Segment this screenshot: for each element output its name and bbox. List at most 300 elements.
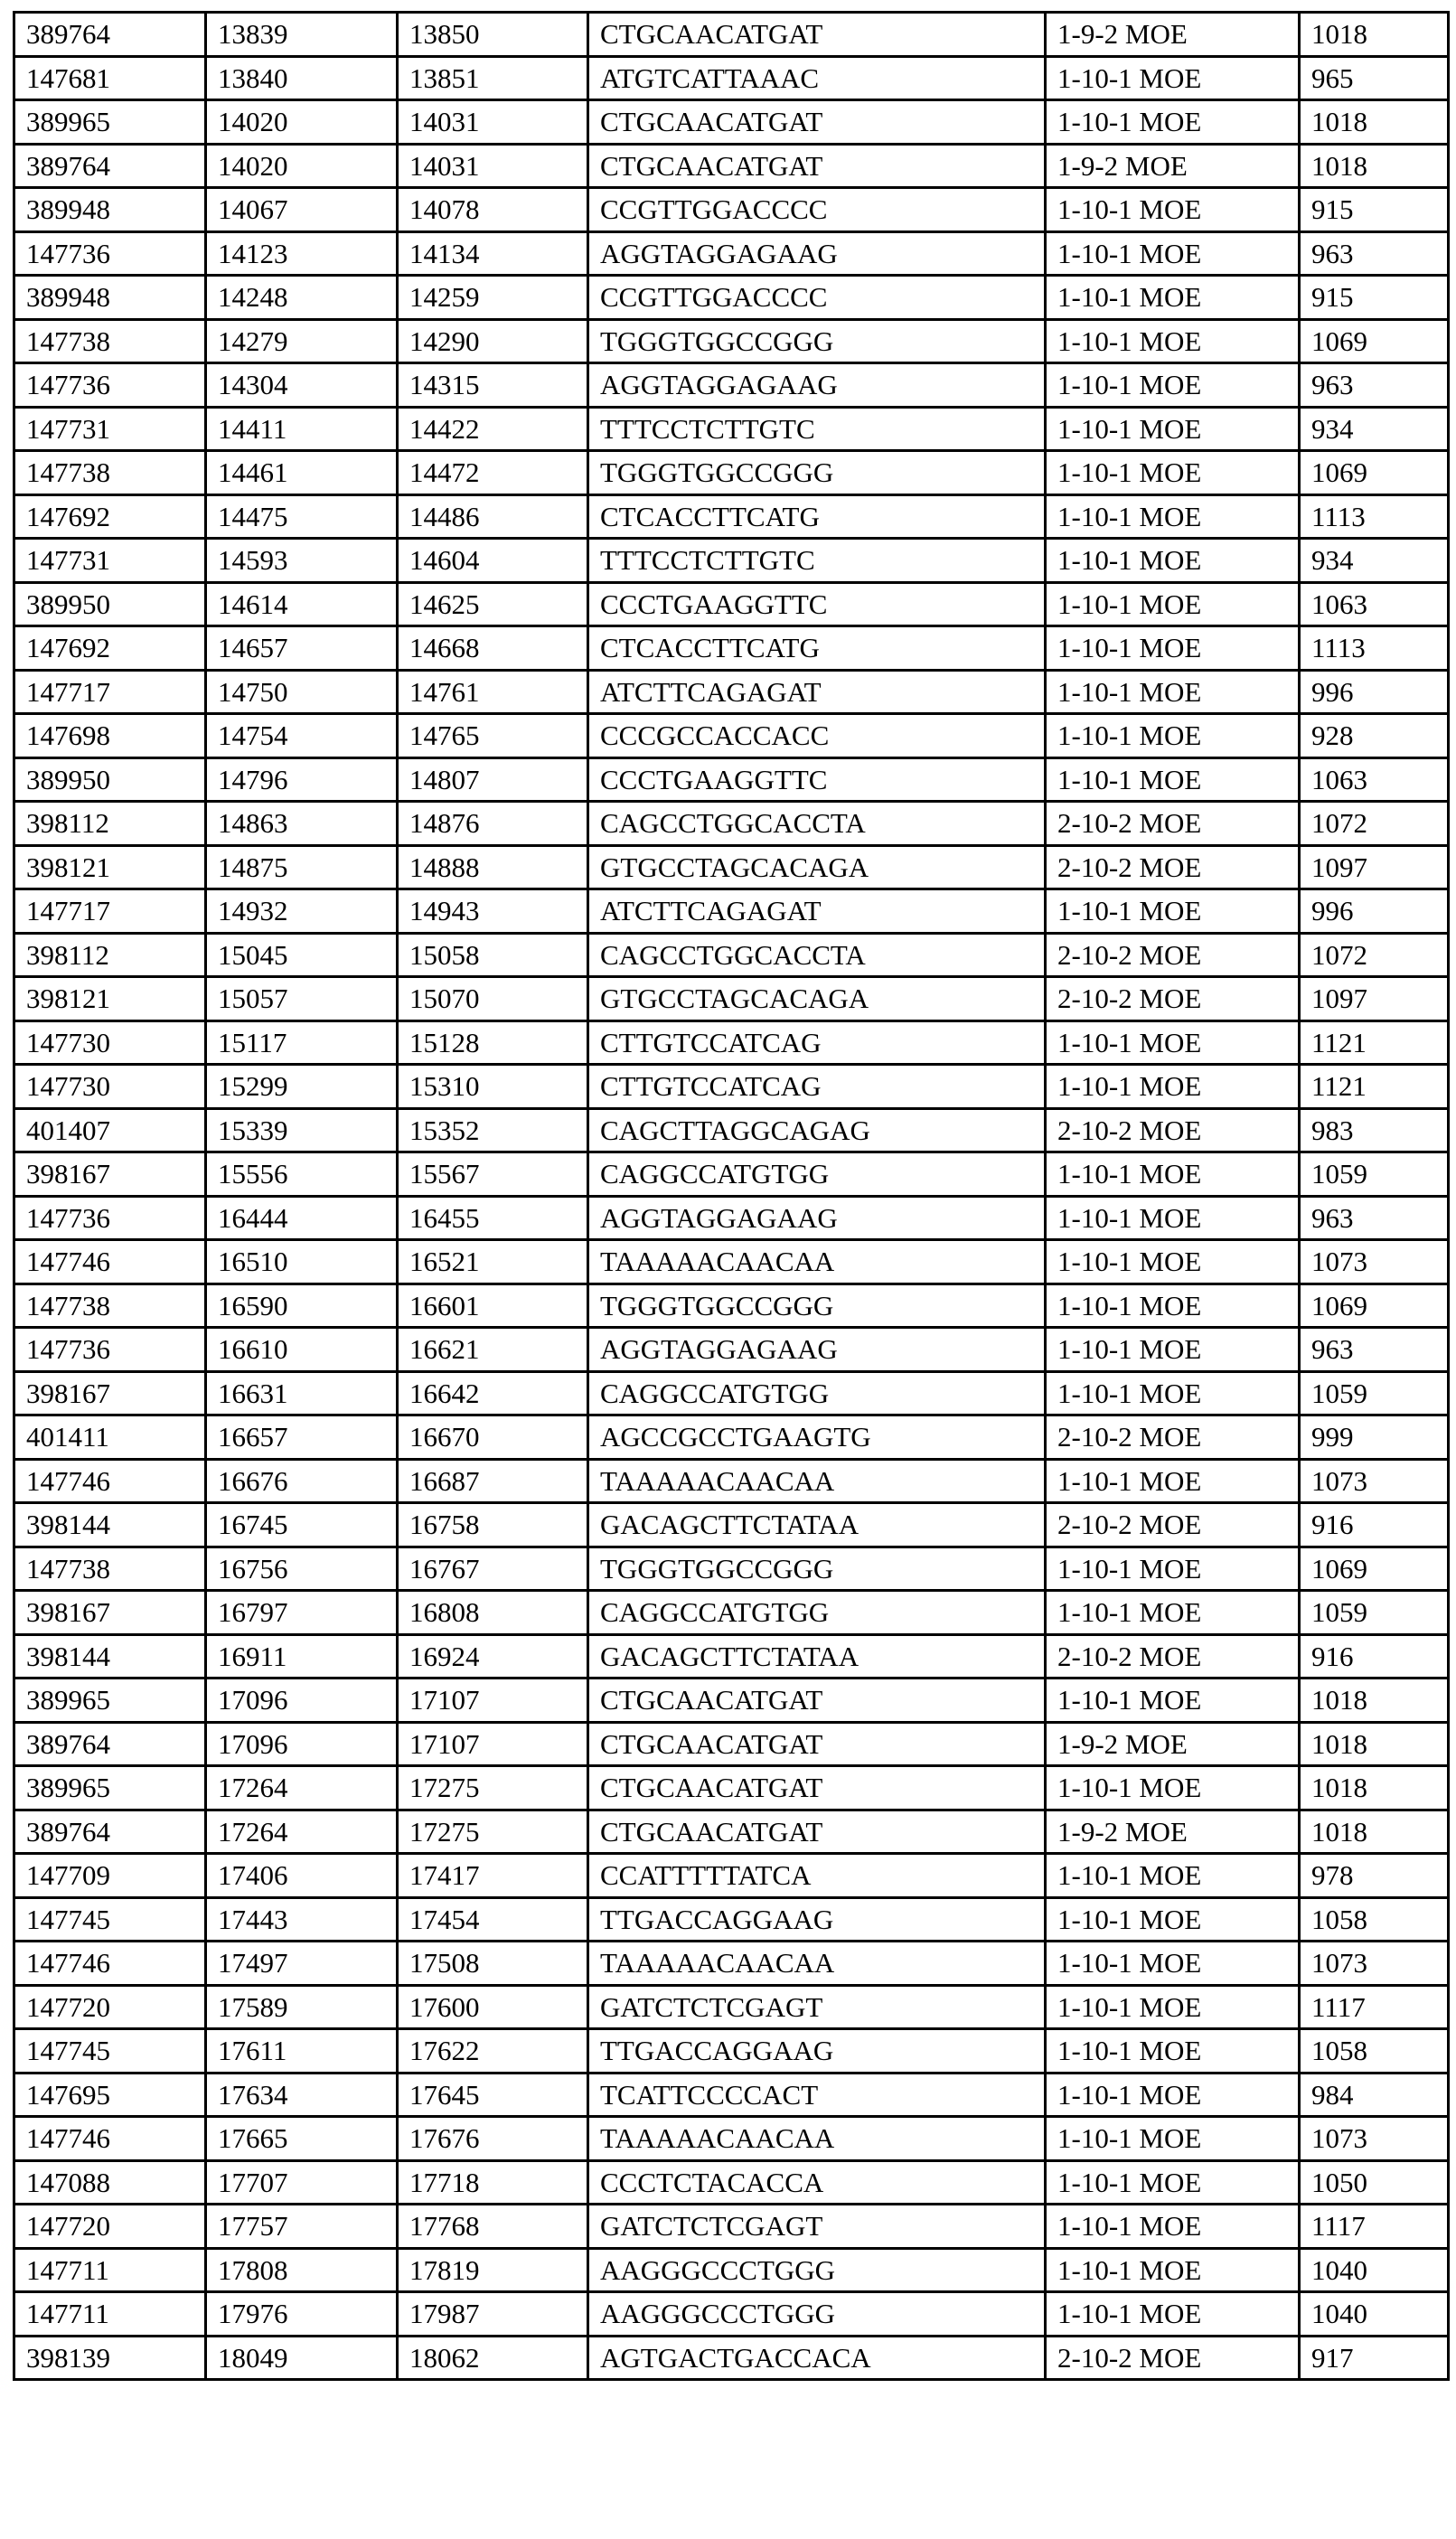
- seq-id-cell: 1040: [1300, 2248, 1449, 2292]
- motif-cell: 2-10-2 MOE: [1046, 933, 1300, 977]
- motif-cell: 2-10-2 MOE: [1046, 1108, 1300, 1152]
- seq-id-cell: 915: [1300, 276, 1449, 320]
- isis-number-cell: 147738: [14, 319, 206, 363]
- seq-id-cell: 1072: [1300, 933, 1449, 977]
- stop-site-cell: 14807: [398, 757, 588, 802]
- sequence-cell: CAGCCTGGCACCTA: [588, 802, 1046, 846]
- seq-id-cell: 963: [1300, 1196, 1449, 1240]
- motif-cell: 1-10-1 MOE: [1046, 1942, 1300, 1986]
- motif-cell: 1-10-1 MOE: [1046, 407, 1300, 451]
- sequence-cell: CAGGCCATGTGG: [588, 1591, 1046, 1635]
- seq-id-cell: 1069: [1300, 451, 1449, 495]
- start-site-cell: 15117: [206, 1020, 398, 1065]
- isis-number-cell: 147088: [14, 2160, 206, 2205]
- isis-number-cell: 389764: [14, 1722, 206, 1766]
- isis-number-cell: 147731: [14, 539, 206, 583]
- table-row: [14, 1634, 1449, 1679]
- sequence-cell: CCATTTTTATCA: [588, 1854, 1046, 1898]
- sequence-cell: TGGGTGGCCGGG: [588, 451, 1046, 495]
- stop-site-cell: 14943: [398, 889, 588, 934]
- motif-cell: 1-10-1 MOE: [1046, 1371, 1300, 1415]
- sequence-cell: CTTGTCCATCAG: [588, 1020, 1046, 1065]
- start-site-cell: 14461: [206, 451, 398, 495]
- motif-cell: 1-10-1 MOE: [1046, 319, 1300, 363]
- table-row: [14, 714, 1449, 758]
- stop-site-cell: 15310: [398, 1065, 588, 1109]
- motif-cell: 1-10-1 MOE: [1046, 1152, 1300, 1197]
- start-site-cell: 17665: [206, 2117, 398, 2161]
- table-row: [14, 1810, 1449, 1854]
- start-site-cell: 14614: [206, 582, 398, 626]
- table-row: [14, 1854, 1449, 1898]
- isis-number-cell: 147746: [14, 2117, 206, 2161]
- table-row: [14, 626, 1449, 671]
- table-row: [14, 2205, 1449, 2249]
- start-site-cell: 14863: [206, 802, 398, 846]
- table-row: [14, 1897, 1449, 1942]
- isis-number-cell: 147692: [14, 494, 206, 539]
- sequence-cell: TAAAAACAACAA: [588, 1942, 1046, 1986]
- start-site-cell: 13839: [206, 13, 398, 57]
- table-row: [14, 1415, 1449, 1460]
- table-row: [14, 889, 1449, 934]
- isis-number-cell: 389950: [14, 757, 206, 802]
- sequence-cell: AGGTAGGAGAAG: [588, 1196, 1046, 1240]
- isis-number-cell: 389965: [14, 1766, 206, 1810]
- sequence-cell: CTGCAACATGAT: [588, 1766, 1046, 1810]
- start-site-cell: 17589: [206, 1985, 398, 2029]
- isis-number-cell: 398167: [14, 1371, 206, 1415]
- start-site-cell: 14123: [206, 231, 398, 276]
- isis-number-cell: 147709: [14, 1854, 206, 1898]
- sequence-cell: CAGGCCATGTGG: [588, 1152, 1046, 1197]
- table-row: [14, 2073, 1449, 2117]
- seq-id-cell: 1018: [1300, 1679, 1449, 1723]
- seq-id-cell: 996: [1300, 889, 1449, 934]
- table-row: [14, 494, 1449, 539]
- start-site-cell: 17707: [206, 2160, 398, 2205]
- isis-number-cell: 398144: [14, 1503, 206, 1547]
- motif-cell: 1-10-1 MOE: [1046, 889, 1300, 934]
- table-row: [14, 13, 1449, 57]
- motif-cell: 1-10-1 MOE: [1046, 1679, 1300, 1723]
- motif-cell: 1-10-1 MOE: [1046, 363, 1300, 408]
- stop-site-cell: 16767: [398, 1547, 588, 1591]
- start-site-cell: 16756: [206, 1547, 398, 1591]
- sequence-cell: CAGGCCATGTGG: [588, 1371, 1046, 1415]
- table-row: [14, 1152, 1449, 1197]
- stop-site-cell: 14876: [398, 802, 588, 846]
- sequence-cell: GACAGCTTCTATAA: [588, 1634, 1046, 1679]
- seq-id-cell: 1072: [1300, 802, 1449, 846]
- isis-number-cell: 398121: [14, 845, 206, 889]
- seq-id-cell: 1050: [1300, 2160, 1449, 2205]
- stop-site-cell: 17622: [398, 2029, 588, 2074]
- start-site-cell: 16444: [206, 1196, 398, 1240]
- seq-id-cell: 965: [1300, 56, 1449, 100]
- sequence-cell: CCGTTGGACCCC: [588, 276, 1046, 320]
- isis-number-cell: 401407: [14, 1108, 206, 1152]
- stop-site-cell: 16670: [398, 1415, 588, 1460]
- motif-cell: 1-10-1 MOE: [1046, 1020, 1300, 1065]
- motif-cell: 1-9-2 MOE: [1046, 1722, 1300, 1766]
- table-row: [14, 1459, 1449, 1503]
- start-site-cell: 17264: [206, 1766, 398, 1810]
- table-row: [14, 2292, 1449, 2337]
- sequence-cell: TTTCCTCTTGTC: [588, 539, 1046, 583]
- isis-number-cell: 147698: [14, 714, 206, 758]
- table-row: [14, 363, 1449, 408]
- seq-id-cell: 916: [1300, 1503, 1449, 1547]
- isis-number-cell: 147745: [14, 1897, 206, 1942]
- stop-site-cell: 14486: [398, 494, 588, 539]
- stop-site-cell: 15058: [398, 933, 588, 977]
- sequence-cell: CCGTTGGACCCC: [588, 188, 1046, 232]
- start-site-cell: 17096: [206, 1722, 398, 1766]
- sequence-cell: CTCACCTTCATG: [588, 494, 1046, 539]
- isis-number-cell: 147738: [14, 1284, 206, 1328]
- isis-number-cell: 398167: [14, 1591, 206, 1635]
- isis-number-cell: 147717: [14, 670, 206, 714]
- table-row: [14, 276, 1449, 320]
- stop-site-cell: 17454: [398, 1897, 588, 1942]
- stop-site-cell: 14031: [398, 144, 588, 188]
- table-row: [14, 1985, 1449, 2029]
- sequence-cell: TAAAAACAACAA: [588, 2117, 1046, 2161]
- motif-cell: 1-10-1 MOE: [1046, 2205, 1300, 2249]
- stop-site-cell: 14078: [398, 188, 588, 232]
- table-row: [14, 2029, 1449, 2074]
- motif-cell: 1-10-1 MOE: [1046, 494, 1300, 539]
- seq-id-cell: 1063: [1300, 582, 1449, 626]
- start-site-cell: 17443: [206, 1897, 398, 1942]
- isis-number-cell: 147720: [14, 1985, 206, 2029]
- start-site-cell: 17976: [206, 2292, 398, 2337]
- motif-cell: 1-10-1 MOE: [1046, 1459, 1300, 1503]
- motif-cell: 1-10-1 MOE: [1046, 2160, 1300, 2205]
- seq-id-cell: 1058: [1300, 2029, 1449, 2074]
- isis-number-cell: 389764: [14, 13, 206, 57]
- sequence-table: [13, 11, 1450, 2381]
- seq-id-cell: 1059: [1300, 1152, 1449, 1197]
- seq-id-cell: 1073: [1300, 1240, 1449, 1284]
- start-site-cell: 17611: [206, 2029, 398, 2074]
- stop-site-cell: 18062: [398, 2336, 588, 2380]
- seq-id-cell: 1018: [1300, 1722, 1449, 1766]
- stop-site-cell: 17508: [398, 1942, 588, 1986]
- sequence-cell: TGGGTGGCCGGG: [588, 319, 1046, 363]
- motif-cell: 2-10-2 MOE: [1046, 1415, 1300, 1460]
- isis-number-cell: 147736: [14, 1196, 206, 1240]
- sequence-cell: CCCTGAAGGTTC: [588, 582, 1046, 626]
- sequence-cell: TTTCCTCTTGTC: [588, 407, 1046, 451]
- seq-id-cell: 963: [1300, 363, 1449, 408]
- sequence-cell: CTCACCTTCATG: [588, 626, 1046, 671]
- seq-id-cell: 1113: [1300, 494, 1449, 539]
- sequence-cell: CCCGCCACCACC: [588, 714, 1046, 758]
- stop-site-cell: 14259: [398, 276, 588, 320]
- isis-number-cell: 147717: [14, 889, 206, 934]
- isis-number-cell: 389948: [14, 276, 206, 320]
- isis-number-cell: 147730: [14, 1020, 206, 1065]
- motif-cell: 1-10-1 MOE: [1046, 2292, 1300, 2337]
- isis-number-cell: 147736: [14, 1328, 206, 1372]
- start-site-cell: 14754: [206, 714, 398, 758]
- motif-cell: 1-10-1 MOE: [1046, 2029, 1300, 2074]
- start-site-cell: 14248: [206, 276, 398, 320]
- stop-site-cell: 14472: [398, 451, 588, 495]
- start-site-cell: 17757: [206, 2205, 398, 2249]
- start-site-cell: 15045: [206, 933, 398, 977]
- motif-cell: 2-10-2 MOE: [1046, 977, 1300, 1021]
- table-row: [14, 100, 1449, 145]
- seq-id-cell: 1113: [1300, 626, 1449, 671]
- table-row: [14, 2336, 1449, 2380]
- stop-site-cell: 16455: [398, 1196, 588, 1240]
- stop-site-cell: 15352: [398, 1108, 588, 1152]
- sequence-cell: TTGACCAGGAAG: [588, 1897, 1046, 1942]
- table-row: [14, 1020, 1449, 1065]
- sequence-cell: CTGCAACATGAT: [588, 1810, 1046, 1854]
- table-row: [14, 2160, 1449, 2205]
- start-site-cell: 14657: [206, 626, 398, 671]
- isis-number-cell: 147681: [14, 56, 206, 100]
- stop-site-cell: 16758: [398, 1503, 588, 1547]
- stop-site-cell: 17676: [398, 2117, 588, 2161]
- sequence-cell: CTGCAACATGAT: [588, 144, 1046, 188]
- start-site-cell: 14750: [206, 670, 398, 714]
- sequence-cell: GATCTCTCGAGT: [588, 2205, 1046, 2249]
- seq-id-cell: 915: [1300, 188, 1449, 232]
- isis-number-cell: 147746: [14, 1459, 206, 1503]
- start-site-cell: 14796: [206, 757, 398, 802]
- sequence-cell: CAGCTTAGGCAGAG: [588, 1108, 1046, 1152]
- motif-cell: 2-10-2 MOE: [1046, 2336, 1300, 2380]
- seq-id-cell: 999: [1300, 1415, 1449, 1460]
- stop-site-cell: 16808: [398, 1591, 588, 1635]
- start-site-cell: 14279: [206, 319, 398, 363]
- motif-cell: 1-10-1 MOE: [1046, 1196, 1300, 1240]
- start-site-cell: 16590: [206, 1284, 398, 1328]
- start-site-cell: 16510: [206, 1240, 398, 1284]
- table-row: [14, 802, 1449, 846]
- sequence-cell: CTGCAACATGAT: [588, 1722, 1046, 1766]
- isis-number-cell: 389950: [14, 582, 206, 626]
- isis-number-cell: 147738: [14, 1547, 206, 1591]
- isis-number-cell: 401411: [14, 1415, 206, 1460]
- stop-site-cell: 16687: [398, 1459, 588, 1503]
- motif-cell: 1-10-1 MOE: [1046, 757, 1300, 802]
- stop-site-cell: 15567: [398, 1152, 588, 1197]
- sequence-cell: CAGCCTGGCACCTA: [588, 933, 1046, 977]
- isis-number-cell: 147695: [14, 2073, 206, 2117]
- sequence-cell: ATCTTCAGAGAT: [588, 889, 1046, 934]
- sequence-cell: CCCTGAAGGTTC: [588, 757, 1046, 802]
- stop-site-cell: 14888: [398, 845, 588, 889]
- motif-cell: 1-10-1 MOE: [1046, 2073, 1300, 2117]
- start-site-cell: 16911: [206, 1634, 398, 1679]
- seq-id-cell: 1069: [1300, 319, 1449, 363]
- table-row: [14, 977, 1449, 1021]
- seq-id-cell: 917: [1300, 2336, 1449, 2380]
- table-row: [14, 1108, 1449, 1152]
- seq-id-cell: 1018: [1300, 13, 1449, 57]
- isis-number-cell: 147745: [14, 2029, 206, 2074]
- table-row: [14, 1328, 1449, 1372]
- seq-id-cell: 1121: [1300, 1065, 1449, 1109]
- isis-number-cell: 147711: [14, 2292, 206, 2337]
- stop-site-cell: 14761: [398, 670, 588, 714]
- stop-site-cell: 17987: [398, 2292, 588, 2337]
- start-site-cell: 17096: [206, 1679, 398, 1723]
- start-site-cell: 17264: [206, 1810, 398, 1854]
- stop-site-cell: 13851: [398, 56, 588, 100]
- motif-cell: 1-10-1 MOE: [1046, 1897, 1300, 1942]
- isis-number-cell: 398112: [14, 933, 206, 977]
- table-row: [14, 539, 1449, 583]
- table-row: [14, 319, 1449, 363]
- seq-id-cell: 916: [1300, 1634, 1449, 1679]
- isis-number-cell: 147746: [14, 1240, 206, 1284]
- seq-id-cell: 996: [1300, 670, 1449, 714]
- isis-number-cell: 389948: [14, 188, 206, 232]
- sequence-cell: CTTGTCCATCAG: [588, 1065, 1046, 1109]
- motif-cell: 1-10-1 MOE: [1046, 714, 1300, 758]
- start-site-cell: 14020: [206, 144, 398, 188]
- isis-number-cell: 398139: [14, 2336, 206, 2380]
- isis-number-cell: 389764: [14, 144, 206, 188]
- seq-id-cell: 984: [1300, 2073, 1449, 2117]
- start-site-cell: 17808: [206, 2248, 398, 2292]
- stop-site-cell: 16521: [398, 1240, 588, 1284]
- seq-id-cell: 934: [1300, 539, 1449, 583]
- table-row: [14, 582, 1449, 626]
- isis-number-cell: 147736: [14, 363, 206, 408]
- table-row: [14, 56, 1449, 100]
- start-site-cell: 15339: [206, 1108, 398, 1152]
- motif-cell: 1-10-1 MOE: [1046, 100, 1300, 145]
- table-row: [14, 451, 1449, 495]
- table-row: [14, 1547, 1449, 1591]
- table-row: [14, 845, 1449, 889]
- stop-site-cell: 17600: [398, 1985, 588, 2029]
- motif-cell: 2-10-2 MOE: [1046, 802, 1300, 846]
- start-site-cell: 15556: [206, 1152, 398, 1197]
- stop-site-cell: 16642: [398, 1371, 588, 1415]
- isis-number-cell: 389965: [14, 1679, 206, 1723]
- seq-id-cell: 963: [1300, 231, 1449, 276]
- start-site-cell: 15057: [206, 977, 398, 1021]
- seq-id-cell: 1117: [1300, 2205, 1449, 2249]
- stop-site-cell: 14134: [398, 231, 588, 276]
- start-site-cell: 14593: [206, 539, 398, 583]
- sequence-cell: GATCTCTCGAGT: [588, 1985, 1046, 2029]
- motif-cell: 1-10-1 MOE: [1046, 1985, 1300, 2029]
- motif-cell: 1-10-1 MOE: [1046, 1284, 1300, 1328]
- sequence-cell: AAGGGCCCTGGG: [588, 2292, 1046, 2337]
- table-row: [14, 231, 1449, 276]
- sequence-cell: AGGTAGGAGAAG: [588, 231, 1046, 276]
- table-row: [14, 1679, 1449, 1723]
- stop-site-cell: 17768: [398, 2205, 588, 2249]
- table-row: [14, 1942, 1449, 1986]
- table-row: [14, 2117, 1449, 2161]
- sequence-cell: ATCTTCAGAGAT: [588, 670, 1046, 714]
- isis-number-cell: 147736: [14, 231, 206, 276]
- seq-id-cell: 1073: [1300, 2117, 1449, 2161]
- stop-site-cell: 14031: [398, 100, 588, 145]
- motif-cell: 1-9-2 MOE: [1046, 1810, 1300, 1854]
- stop-site-cell: 14315: [398, 363, 588, 408]
- table-row: [14, 188, 1449, 232]
- table-row: [14, 1503, 1449, 1547]
- motif-cell: 1-10-1 MOE: [1046, 2248, 1300, 2292]
- isis-number-cell: 147746: [14, 1942, 206, 1986]
- seq-id-cell: 963: [1300, 1328, 1449, 1372]
- table-row: [14, 757, 1449, 802]
- sequence-cell: CTGCAACATGAT: [588, 13, 1046, 57]
- table-row: [14, 1371, 1449, 1415]
- table-row: [14, 1766, 1449, 1810]
- seq-id-cell: 1063: [1300, 757, 1449, 802]
- seq-id-cell: 978: [1300, 1854, 1449, 1898]
- stop-site-cell: 17275: [398, 1766, 588, 1810]
- seq-id-cell: 1069: [1300, 1547, 1449, 1591]
- motif-cell: 1-9-2 MOE: [1046, 144, 1300, 188]
- start-site-cell: 17406: [206, 1854, 398, 1898]
- table-row: [14, 1065, 1449, 1109]
- motif-cell: 1-10-1 MOE: [1046, 188, 1300, 232]
- seq-id-cell: 1018: [1300, 144, 1449, 188]
- seq-id-cell: 1018: [1300, 1810, 1449, 1854]
- sequence-cell: AGGTAGGAGAAG: [588, 1328, 1046, 1372]
- isis-number-cell: 398121: [14, 977, 206, 1021]
- table-row: [14, 1591, 1449, 1635]
- isis-number-cell: 398167: [14, 1152, 206, 1197]
- motif-cell: 2-10-2 MOE: [1046, 1503, 1300, 1547]
- sequence-cell: GTGCCTAGCACAGA: [588, 977, 1046, 1021]
- isis-number-cell: 398144: [14, 1634, 206, 1679]
- start-site-cell: 14875: [206, 845, 398, 889]
- table-row: [14, 144, 1449, 188]
- seq-id-cell: 1073: [1300, 1459, 1449, 1503]
- motif-cell: 1-10-1 MOE: [1046, 56, 1300, 100]
- motif-cell: 1-10-1 MOE: [1046, 1240, 1300, 1284]
- stop-site-cell: 17819: [398, 2248, 588, 2292]
- table-row: [14, 1722, 1449, 1766]
- seq-id-cell: 1069: [1300, 1284, 1449, 1328]
- motif-cell: 1-10-1 MOE: [1046, 1547, 1300, 1591]
- seq-id-cell: 1059: [1300, 1371, 1449, 1415]
- sequence-cell: GTGCCTAGCACAGA: [588, 845, 1046, 889]
- sequence-cell: TCATTCCCCACT: [588, 2073, 1046, 2117]
- stop-site-cell: 16601: [398, 1284, 588, 1328]
- start-site-cell: 16676: [206, 1459, 398, 1503]
- table-row: [14, 933, 1449, 977]
- sequence-cell: CTGCAACATGAT: [588, 1679, 1046, 1723]
- isis-number-cell: 147692: [14, 626, 206, 671]
- seq-id-cell: 1058: [1300, 1897, 1449, 1942]
- motif-cell: 1-10-1 MOE: [1046, 1328, 1300, 1372]
- table-row: [14, 2248, 1449, 2292]
- stop-site-cell: 17645: [398, 2073, 588, 2117]
- start-site-cell: 16610: [206, 1328, 398, 1372]
- stop-site-cell: 17718: [398, 2160, 588, 2205]
- table-row: [14, 670, 1449, 714]
- motif-cell: 1-9-2 MOE: [1046, 13, 1300, 57]
- stop-site-cell: 17275: [398, 1810, 588, 1854]
- seq-id-cell: 1097: [1300, 845, 1449, 889]
